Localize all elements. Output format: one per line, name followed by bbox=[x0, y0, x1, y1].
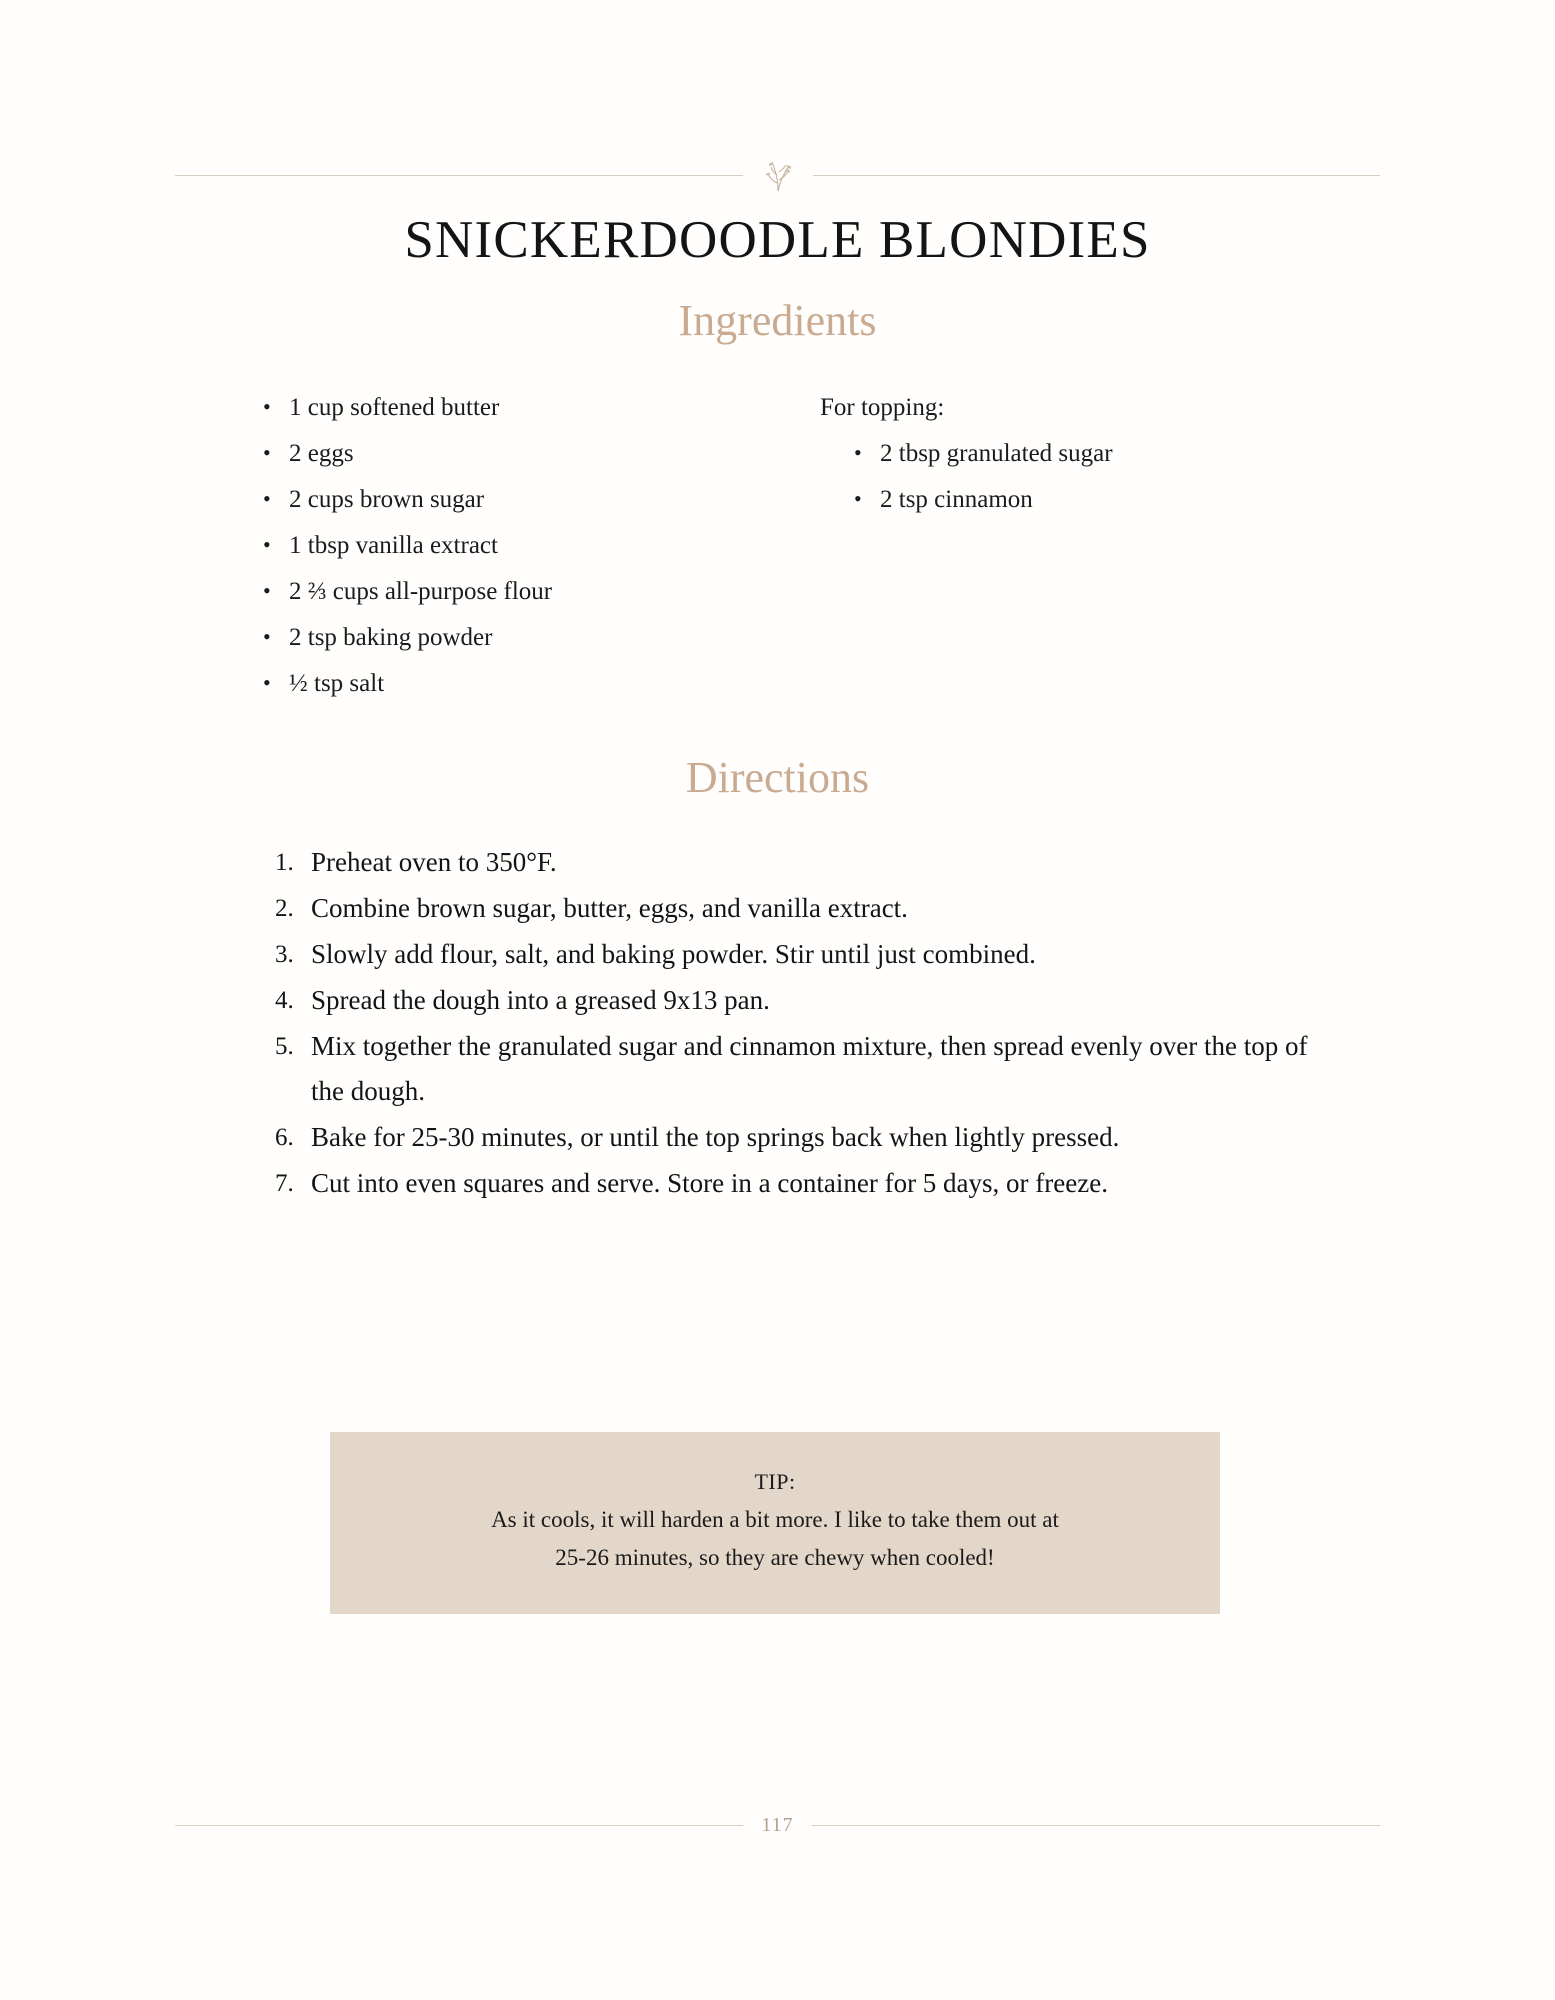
ingredients-heading: Ingredients bbox=[678, 296, 877, 345]
ingredients-section bbox=[255, 385, 1325, 707]
tip-text-line-2: 25-26 minutes, so they are chewy when cooled! bbox=[555, 1545, 995, 1570]
ingredients-right-column bbox=[786, 385, 1325, 707]
rule-line-right bbox=[813, 175, 1381, 176]
page-title: SNICKERDOODLE BLONDIES bbox=[404, 211, 1151, 269]
directions-section bbox=[275, 840, 1335, 1207]
directions-heading: Directions bbox=[685, 753, 870, 802]
leaf-sprig-icon bbox=[743, 155, 813, 195]
list-item: • 1 tbsp vanilla extract bbox=[289, 523, 756, 569]
page-footer bbox=[175, 1810, 1380, 1840]
ingredients-left-column bbox=[255, 385, 756, 707]
ingredients-list bbox=[255, 385, 756, 707]
list-item: • 2 tbsp granulated sugar bbox=[880, 431, 1325, 477]
top-ornament-rule bbox=[175, 155, 1380, 195]
tip-label: TIP: bbox=[754, 1469, 796, 1494]
list-item: Slowly add flour, salt, and baking powder. Stir until just combined. bbox=[311, 939, 1036, 969]
tip-callout bbox=[330, 1432, 1220, 1614]
list-item: Combine brown sugar, butter, eggs, and vanilla extract. bbox=[311, 893, 908, 923]
list-item: Cut into even squares and serve. Store in a container for 5 days, or freeze. bbox=[311, 1168, 1108, 1198]
topping-list bbox=[824, 431, 1325, 523]
list-item: Spread the dough into a greased 9x13 pan. bbox=[311, 985, 770, 1015]
directions-list bbox=[275, 840, 1335, 1206]
list-item: • 2 eggs bbox=[289, 431, 756, 477]
list-item: • 2 cups brown sugar bbox=[289, 477, 756, 523]
list-item: • ½ tsp salt bbox=[289, 661, 756, 707]
list-item: • 2 tsp baking powder bbox=[289, 615, 756, 661]
list-item: • 2 tsp cinnamon bbox=[880, 477, 1325, 523]
list-item: Mix together the granulated sugar and cinnamon mixture, then spread evenly over the top of the dough. bbox=[311, 1031, 1308, 1106]
list-item: • 2 ⅔ cups all-purpose flour bbox=[289, 569, 756, 615]
rule-line-left bbox=[175, 175, 743, 176]
topping-label: For topping: bbox=[820, 394, 945, 421]
tip-text-line-1: As it cools, it will harden a bit more. I like to take them out at bbox=[491, 1507, 1059, 1532]
footer-line-left bbox=[175, 1825, 743, 1826]
list-item: • 1 cup softened butter bbox=[289, 385, 756, 431]
footer-line-right bbox=[812, 1825, 1380, 1826]
page-number: 117 bbox=[761, 1813, 794, 1836]
list-item: Bake for 25-30 minutes, or until the top springs back when lightly pressed. bbox=[311, 1122, 1120, 1152]
list-item: Preheat oven to 350°F. bbox=[311, 847, 557, 877]
